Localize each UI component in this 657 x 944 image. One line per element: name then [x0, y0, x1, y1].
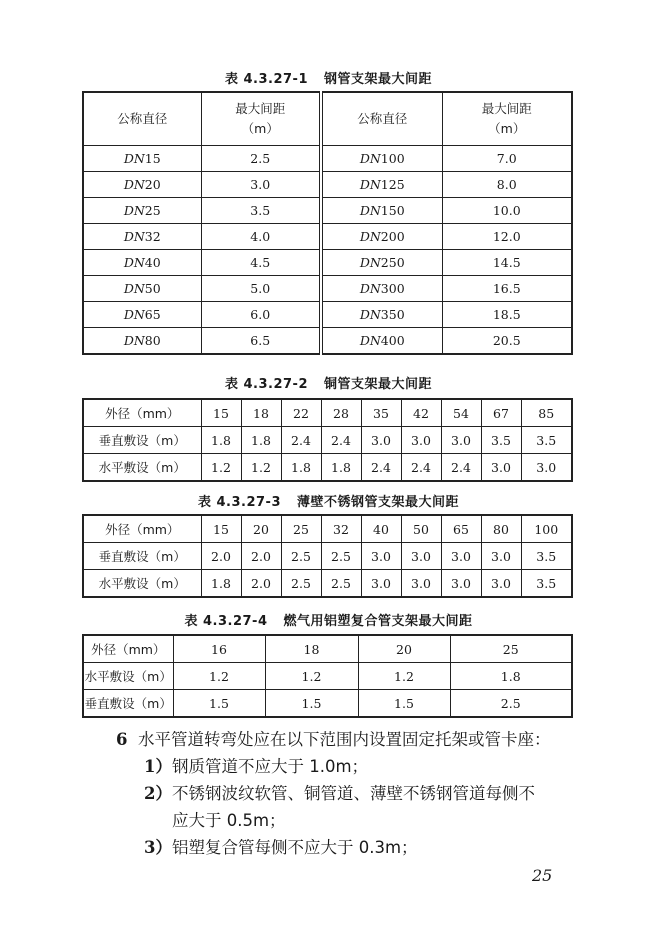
table1-cell-diameter-right: [321, 302, 442, 328]
table3-cell: 3.0: [401, 543, 441, 570]
table1-row: [83, 172, 572, 198]
table3-title: 薄壁不锈钢管支架最大间距: [297, 495, 460, 510]
page-number: 25: [532, 866, 553, 885]
table4-cell: 2.5: [450, 690, 572, 718]
table3-cell: 20: [241, 515, 281, 543]
table4-cell: 16: [173, 635, 265, 663]
table1-title: 钢管支架最大间距: [324, 72, 433, 87]
dn-prefix: DN: [359, 333, 381, 348]
table1-cell-spacing-left: 6.5: [201, 328, 321, 355]
table1-cell-diameter-left: [83, 302, 201, 328]
table1-cell-diameter-left: [83, 328, 201, 355]
table1-row: [83, 328, 572, 355]
table1-cell-diameter-right: [321, 224, 442, 250]
dn-size: 350: [380, 307, 405, 322]
table4-body: [83, 635, 572, 717]
table4-title: 燃气用铝塑复合管支架最大间距: [283, 614, 473, 629]
table1-cell-spacing-left: 4.0: [201, 224, 321, 250]
dn-prefix: DN: [359, 307, 381, 322]
table1-cell-diameter-left: [83, 250, 201, 276]
table2-number: 表 4.3.27-2: [224, 377, 308, 392]
dn-prefix: DN: [123, 177, 145, 192]
dn-prefix: DN: [359, 255, 381, 270]
table4-row-label: 垂直敷设（m）: [83, 690, 173, 718]
table3-row-label: 水平敷设（m）: [83, 570, 201, 598]
table1-row: [83, 224, 572, 250]
table3-cell: 3.0: [401, 570, 441, 598]
table4-number: 表 4.3.27-4: [184, 614, 268, 629]
table1-number: 表 4.3.27-1: [224, 72, 308, 87]
table2-cell: 3.0: [521, 454, 572, 482]
table1-cell-spacing-right: 18.5: [442, 302, 572, 328]
table3-cell: 3.0: [441, 570, 481, 598]
table2-cell: 1.2: [201, 454, 241, 482]
table2-body: [83, 399, 572, 481]
table1-cell-diameter-left: [83, 172, 201, 198]
dn-prefix: DN: [123, 229, 145, 244]
table3-number: 表 4.3.27-3: [197, 495, 281, 510]
dn-prefix: DN: [123, 203, 145, 218]
table1-cell-spacing-right: 7.0: [442, 146, 572, 172]
table2-cell: 3.0: [361, 427, 401, 454]
table3-cell: 40: [361, 515, 401, 543]
table2-cell: 22: [281, 399, 321, 427]
table2-cell: 2.4: [321, 427, 361, 454]
dn-prefix: DN: [359, 177, 381, 192]
table1-cell-diameter-right: [321, 172, 442, 198]
item-text: 铝塑复合管每侧不应大于 0.3m；: [171, 838, 418, 857]
table3-cell: 50: [401, 515, 441, 543]
dn-size: 125: [380, 177, 405, 192]
table3-caption: [0, 491, 657, 510]
table4-cell: 18: [265, 635, 358, 663]
table3-cell: 100: [521, 515, 572, 543]
table1-cell-spacing-right: 10.0: [442, 198, 572, 224]
table2-cell: 28: [321, 399, 361, 427]
table1-header-spacing-right: [442, 92, 572, 146]
table2-cell: 1.8: [321, 454, 361, 482]
table1-cell-diameter-right: [321, 198, 442, 224]
table4-caption: [0, 610, 657, 629]
table2-cell: 85: [521, 399, 572, 427]
header-spacing-unit: （m）: [488, 121, 526, 136]
dn-size: 250: [380, 255, 405, 270]
table2-row: [83, 399, 572, 427]
table2-cell: 3.5: [481, 427, 521, 454]
table2-cell: 3.0: [481, 454, 521, 482]
table2-cell: 3.5: [521, 427, 572, 454]
table1-cell-diameter-right: [321, 328, 442, 355]
table3-cell: 2.0: [241, 570, 281, 598]
table2-cell: 18: [241, 399, 281, 427]
table2-cell: 3.0: [441, 427, 481, 454]
table2-cell: 2.4: [441, 454, 481, 482]
dn-size: 65: [144, 307, 161, 322]
dn-size: 15: [144, 151, 161, 166]
clause-text: 水平管道转弯处应在以下范围内设置固定托架或管卡座：: [137, 730, 551, 749]
dn-size: 300: [380, 281, 405, 296]
table2-row-label: 外径（mm）: [83, 399, 201, 427]
aluminum-plastic-pipe-support-table: [82, 634, 573, 718]
table1-row: [83, 250, 572, 276]
clause-item-2-continuation: [172, 807, 286, 834]
table4-cell: 1.5: [265, 690, 358, 718]
table1-cell-diameter-right: [321, 146, 442, 172]
table2-caption: [0, 373, 657, 392]
dn-prefix: DN: [359, 203, 381, 218]
table1-header-row: [83, 92, 572, 146]
dn-prefix: DN: [359, 151, 381, 166]
clause-item-2: [144, 780, 535, 807]
clause-6: [116, 726, 550, 753]
table1-cell-spacing-left: 3.5: [201, 198, 321, 224]
table4-row-label: 外径（mm）: [83, 635, 173, 663]
thin-wall-stainless-pipe-support-table: [82, 514, 573, 598]
table2-cell: 67: [481, 399, 521, 427]
dn-size: 50: [144, 281, 161, 296]
table3-cell: 3.5: [521, 543, 572, 570]
clause-number: 6: [116, 730, 128, 749]
table3-cell: 2.0: [241, 543, 281, 570]
table3-cell: 65: [441, 515, 481, 543]
clause-item-3: [144, 834, 418, 861]
item-text-continuation: 应大于 0.5m；: [172, 811, 286, 830]
table3-cell: 3.5: [521, 570, 572, 598]
table2-cell: 54: [441, 399, 481, 427]
table4-cell: 1.8: [450, 663, 572, 690]
table2-cell: 15: [201, 399, 241, 427]
table1-header-diameter-right: 公称直径: [321, 92, 442, 146]
table1-body: [83, 146, 572, 355]
table4-cell: 1.2: [173, 663, 265, 690]
table1-row: [83, 276, 572, 302]
table1-cell-diameter-left: [83, 198, 201, 224]
table2-cell: 42: [401, 399, 441, 427]
table1-row: [83, 302, 572, 328]
table1-cell-diameter-left: [83, 146, 201, 172]
table1-cell-spacing-left: 6.0: [201, 302, 321, 328]
table3-cell: 3.0: [481, 543, 521, 570]
table3-row-label: 垂直敷设（m）: [83, 543, 201, 570]
table1-cell-diameter-right: [321, 250, 442, 276]
table1-row: [83, 146, 572, 172]
dn-size: 80: [144, 333, 161, 348]
table4-cell: 20: [358, 635, 450, 663]
item-text: 钢质管道不应大于 1.0m；: [171, 757, 369, 776]
dn-prefix: DN: [123, 151, 145, 166]
table2-row-label: 水平敷设（m）: [83, 454, 201, 482]
table1-cell-spacing-left: 5.0: [201, 276, 321, 302]
table1-header-diameter-left: 公称直径: [83, 92, 201, 146]
table3-row-label: 外径（mm）: [83, 515, 201, 543]
table3-cell: 3.0: [441, 543, 481, 570]
table4-cell: 1.2: [265, 663, 358, 690]
table4-row: [83, 663, 572, 690]
table1-cell-spacing-right: 12.0: [442, 224, 572, 250]
dn-size: 200: [380, 229, 405, 244]
header-spacing-label: 最大间距: [235, 101, 286, 116]
table1-row: [83, 198, 572, 224]
dn-size: 32: [144, 229, 161, 244]
item-marker: 2）: [144, 784, 172, 803]
table3-cell: 15: [201, 515, 241, 543]
table3-cell: 2.5: [321, 543, 361, 570]
table2-cell: 2.4: [401, 454, 441, 482]
table3-row: [83, 515, 572, 543]
table2-row: [83, 454, 572, 482]
table1-cell-spacing-left: 4.5: [201, 250, 321, 276]
table3-body: [83, 515, 572, 597]
dn-size: 150: [380, 203, 405, 218]
table1-cell-spacing-right: 8.0: [442, 172, 572, 198]
table1-cell-diameter-left: [83, 224, 201, 250]
table2-title: 铜管支架最大间距: [324, 377, 433, 392]
table2-row: [83, 427, 572, 454]
steel-pipe-support-table: [82, 91, 573, 355]
table1-header-spacing-left: [201, 92, 321, 146]
dn-prefix: DN: [359, 229, 381, 244]
table1-cell-spacing-right: 14.5: [442, 250, 572, 276]
table2-cell: 1.2: [241, 454, 281, 482]
table1-cell-diameter-right: [321, 276, 442, 302]
table3-cell: 3.0: [361, 543, 401, 570]
table3-cell: 2.5: [321, 570, 361, 598]
table1-cell-spacing-left: 3.0: [201, 172, 321, 198]
table3-cell: 3.0: [361, 570, 401, 598]
table3-row: [83, 543, 572, 570]
table1-cell-spacing-left: 2.5: [201, 146, 321, 172]
dn-prefix: DN: [359, 281, 381, 296]
dn-prefix: DN: [123, 255, 145, 270]
copper-pipe-support-table: [82, 398, 573, 482]
table3-cell: 2.0: [201, 543, 241, 570]
table1-caption: [0, 68, 657, 87]
clause-item-1: [144, 753, 368, 780]
table3-cell: 2.5: [281, 543, 321, 570]
table4-cell: 1.2: [358, 663, 450, 690]
item-marker: 1）: [144, 757, 172, 776]
table3-cell: 1.8: [201, 570, 241, 598]
dn-size: 20: [144, 177, 161, 192]
table2-cell: 1.8: [241, 427, 281, 454]
table3-cell: 2.5: [281, 570, 321, 598]
dn-size: 400: [380, 333, 405, 348]
table2-cell: 2.4: [361, 454, 401, 482]
dn-size: 40: [144, 255, 161, 270]
table4-cell: 1.5: [173, 690, 265, 718]
table4-cell: 1.5: [358, 690, 450, 718]
table1-cell-diameter-left: [83, 276, 201, 302]
table3-cell: 25: [281, 515, 321, 543]
dn-size: 25: [144, 203, 161, 218]
table4-cell: 25: [450, 635, 572, 663]
header-spacing-label: 最大间距: [481, 101, 532, 116]
table2-cell: 1.8: [201, 427, 241, 454]
dn-prefix: DN: [123, 307, 145, 322]
table4-row-label: 水平敷设（m）: [83, 663, 173, 690]
table3-cell: 3.0: [481, 570, 521, 598]
item-marker: 3）: [144, 838, 172, 857]
table1-cell-spacing-right: 16.5: [442, 276, 572, 302]
table1-cell-spacing-right: 20.5: [442, 328, 572, 355]
table2-row-label: 垂直敷设（m）: [83, 427, 201, 454]
table2-cell: 35: [361, 399, 401, 427]
table2-cell: 2.4: [281, 427, 321, 454]
table2-cell: 3.0: [401, 427, 441, 454]
dn-prefix: DN: [123, 281, 145, 296]
dn-size: 100: [380, 151, 405, 166]
header-spacing-unit: （m）: [241, 121, 279, 136]
table3-row: [83, 570, 572, 598]
table3-cell: 32: [321, 515, 361, 543]
table4-row: [83, 635, 572, 663]
dn-prefix: DN: [123, 333, 145, 348]
table3-cell: 80: [481, 515, 521, 543]
table2-cell: 1.8: [281, 454, 321, 482]
item-text: 不锈钢波纹软管、铜管道、薄壁不锈钢管道每侧不: [171, 784, 535, 803]
table4-row: [83, 690, 572, 718]
